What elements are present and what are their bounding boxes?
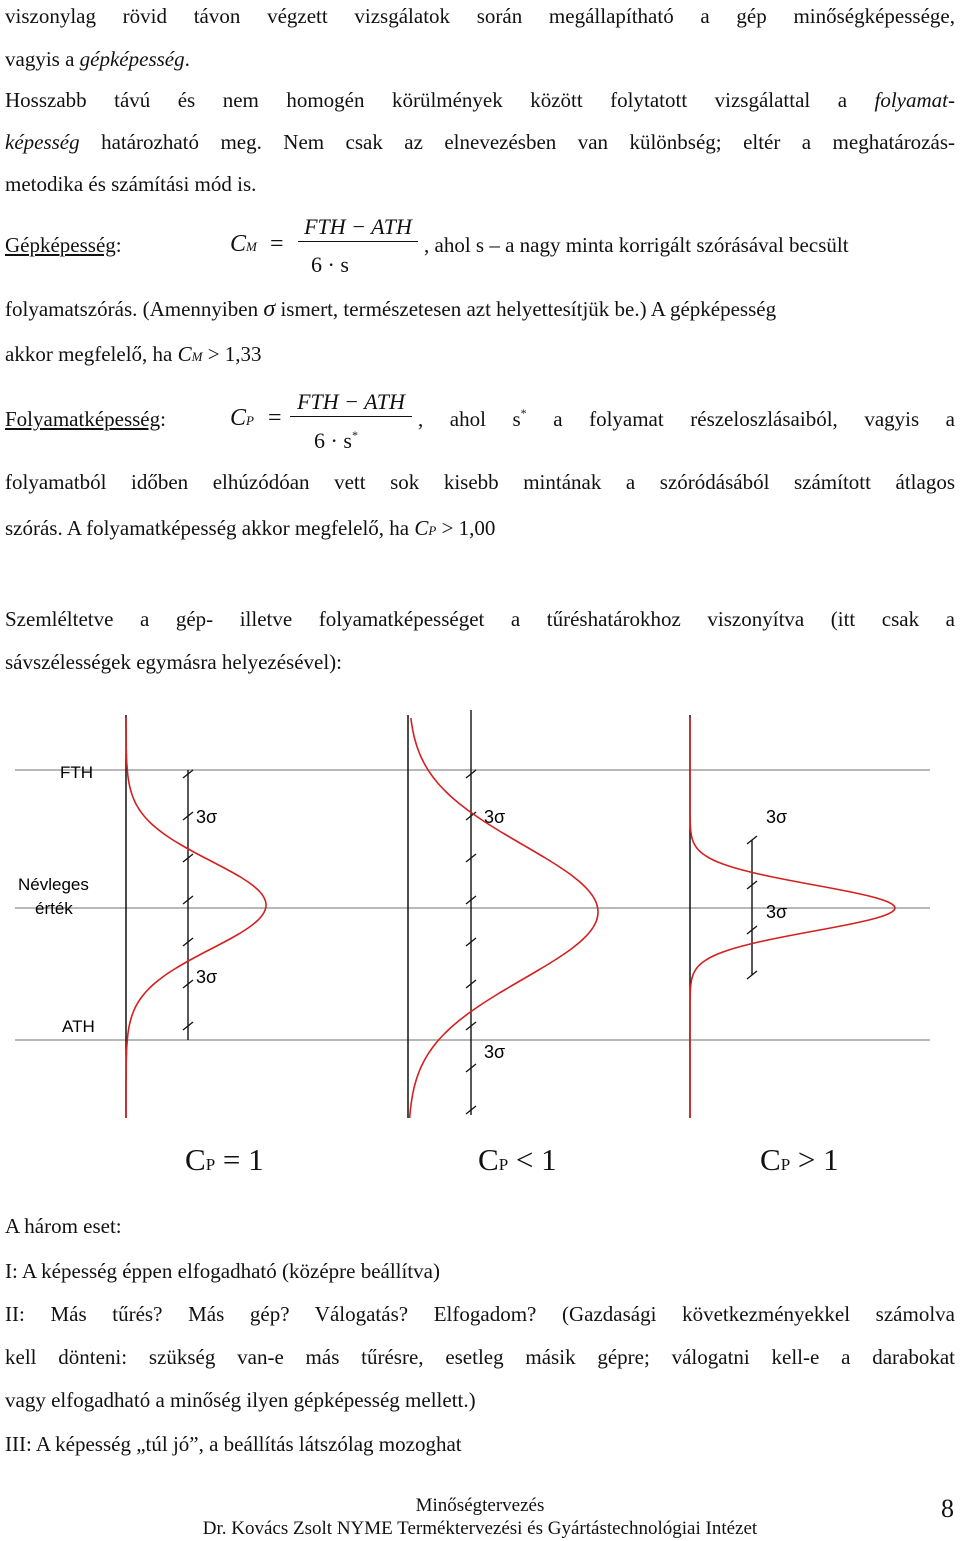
text-line: sávszélességek egymásra helyezésével): xyxy=(5,650,343,674)
cm-label: Gépképesség: xyxy=(5,233,122,257)
caption-cp-equal-1: CP = 1 xyxy=(185,1142,264,1177)
cp-description: , ahol s* a folyamat részeloszlásaiból, vagyis a xyxy=(418,406,956,431)
three-sigma-label: 3σ xyxy=(484,807,506,827)
case-i: I: A képesség éppen elfogadható (középre beállítva) xyxy=(5,1259,440,1283)
nominal-label-2: érték xyxy=(35,899,73,918)
text-line: viszonylag rövid távon végzett vizsgálatok során megállapítható a gép minőségképessége, xyxy=(5,4,955,28)
case-ii-cont: vagy elfogadható a minőség ilyen gépképesség mellett.) xyxy=(5,1388,476,1412)
cm-numerator: FTH − ATH xyxy=(304,214,412,239)
page-number: 8 xyxy=(941,1494,954,1523)
cp-fraction-line xyxy=(290,416,412,417)
case-ii-cont: kell dönteni: szükség van-e más tűrésre, esetleg másik gépre; válogatni kell-e a darabokat xyxy=(5,1345,955,1369)
cm-equals: = xyxy=(270,231,284,257)
sigma-symbol: σ xyxy=(263,296,276,322)
footer-institute: Dr. Kovács Zsolt NYME Terméktervezési és Gyártástechnológiai Intézet xyxy=(202,1518,758,1539)
cm-symbol: CM xyxy=(230,231,257,257)
caption-cp-greater-1: CP > 1 xyxy=(760,1142,839,1177)
case-iii: III: A képesség „túl jó”, a beállítás látszólag mozoghat xyxy=(5,1432,462,1456)
term-gepkepesseg: gépképesség xyxy=(79,47,185,71)
cp-symbol: CP xyxy=(230,405,254,431)
text-line: Szemléltetve a gép- illetve folyamatképességet a tűréshatárokhoz viszonyítva (itt csak a xyxy=(5,607,955,631)
cm-fraction-line xyxy=(298,241,418,242)
text-line: szórás. A folyamatképesség akkor megfelelő, ha CP > 1,00 xyxy=(5,516,496,540)
nominal-label-1: Névleges xyxy=(18,875,89,894)
cm-description: , ahol s – a nagy minta korrigált szórásával becsült xyxy=(424,233,849,257)
text-line: Hosszabb távú és nem homogén körülmények között folytatott vizsgálattal a folyamat- xyxy=(5,88,955,112)
cp-label: Folyamatképesség: xyxy=(5,407,166,431)
text-line: folyamatszórás. (Amennyiben σ ismert, természetesen azt helyettesítjük be.) A gépképesség xyxy=(5,296,777,322)
cp-condition: > 1,00 xyxy=(441,516,496,540)
caption-cp-less-1: CP < 1 xyxy=(478,1142,557,1177)
cp-equals: = xyxy=(268,405,282,431)
text-line: akkor megfelelő, ha CM > 1,33 xyxy=(5,342,262,366)
cases-title: A három eset: xyxy=(5,1214,122,1238)
term-folyamat: folyamat- xyxy=(874,88,955,112)
text-line: képesség határozható meg. Nem csak az elnevezésben van különbség; eltér a meghatározás- xyxy=(5,130,955,154)
cp-numerator: FTH − ATH xyxy=(297,389,405,414)
text-line: folyamatból időben elhúzódóan vett sok kisebb mintának a szóródásából számított átlagos xyxy=(5,470,955,494)
case-ii: II: Más tűrés? Más gép? Válogatás? Elfogadom? (Gazdasági következményekkel számolva xyxy=(5,1302,955,1326)
cm-denominator: 6 · s xyxy=(311,252,349,277)
term-kepesseg: képesség xyxy=(5,130,80,154)
fth-label: FTH xyxy=(60,763,94,782)
capability-figure xyxy=(0,700,960,1130)
cm-condition: > 1,33 xyxy=(207,342,262,366)
three-sigma-label: 3σ xyxy=(196,967,218,987)
text-line: metodika és számítási mód is. xyxy=(5,172,257,196)
footer-title: Minőségtervezés xyxy=(415,1495,545,1516)
ath-label: ATH xyxy=(62,1017,95,1036)
cp-denominator: 6 · s* xyxy=(314,428,358,453)
distribution-curve-cp-equal-1 xyxy=(126,718,266,1118)
three-sigma-label: 3σ xyxy=(196,807,218,827)
three-sigma-label: 3σ xyxy=(766,807,788,827)
three-sigma-label: 3σ xyxy=(484,1042,506,1062)
distribution-curve-cp-greater-1 xyxy=(690,718,895,1118)
three-sigma-label: 3σ xyxy=(766,902,788,922)
text-line: vagyis a gépképesség. xyxy=(5,47,190,71)
